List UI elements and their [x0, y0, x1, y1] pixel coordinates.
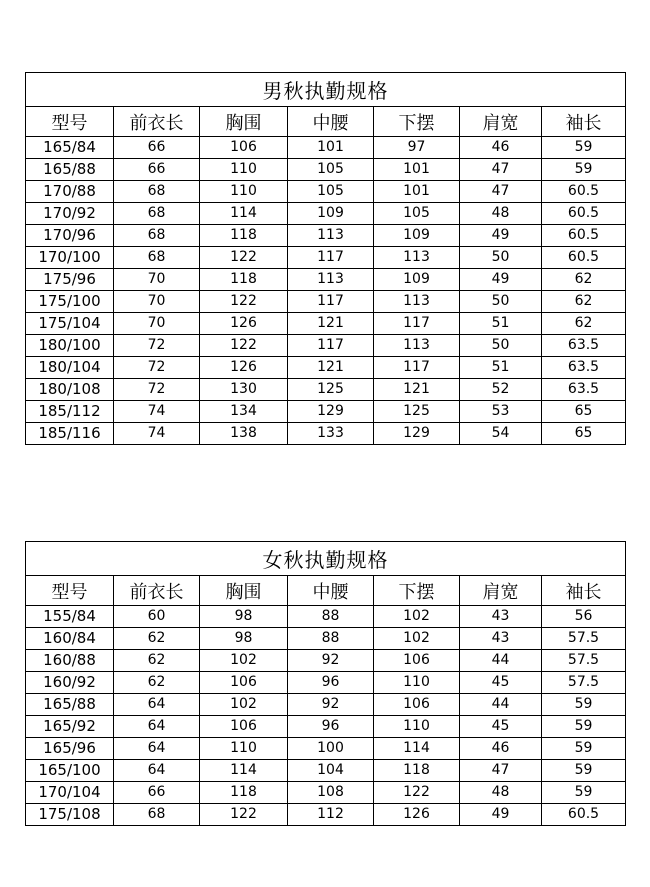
measurement-cell: 122 — [200, 247, 288, 269]
measurement-cell: 110 — [200, 181, 288, 203]
table-row — [26, 672, 626, 694]
measurement-cell: 117 — [374, 357, 460, 379]
table-row — [26, 335, 626, 357]
table-row — [26, 716, 626, 738]
measurement-cell: 43 — [460, 606, 542, 628]
table-row — [26, 606, 626, 628]
column-header: 型号 — [26, 107, 114, 137]
measurement-cell: 70 — [114, 269, 200, 291]
measurement-cell: 113 — [374, 247, 460, 269]
measurement-cell: 54 — [460, 423, 542, 445]
table-body — [26, 606, 626, 826]
table-row — [26, 379, 626, 401]
measurement-cell: 125 — [288, 379, 374, 401]
measurement-cell: 122 — [200, 804, 288, 826]
measurement-cell: 60.5 — [542, 225, 626, 247]
measurement-cell: 65 — [542, 401, 626, 423]
measurement-cell: 105 — [288, 181, 374, 203]
table-header-row — [26, 576, 626, 606]
measurement-cell: 117 — [288, 247, 374, 269]
measurement-cell: 104 — [288, 760, 374, 782]
measurement-cell: 51 — [460, 357, 542, 379]
measurement-cell: 47 — [460, 159, 542, 181]
table-row — [26, 804, 626, 826]
measurement-cell: 97 — [374, 137, 460, 159]
measurement-cell: 63.5 — [542, 379, 626, 401]
column-header: 肩宽 — [460, 576, 542, 606]
measurement-cell: 70 — [114, 291, 200, 313]
measurement-cell: 113 — [288, 269, 374, 291]
measurement-cell: 62 — [114, 628, 200, 650]
size-code-cell: 185/116 — [26, 423, 114, 445]
measurement-cell: 101 — [374, 181, 460, 203]
table-row — [26, 357, 626, 379]
measurement-cell: 72 — [114, 379, 200, 401]
measurement-cell: 52 — [460, 379, 542, 401]
measurement-cell: 106 — [374, 694, 460, 716]
measurement-cell: 105 — [374, 203, 460, 225]
measurement-cell: 46 — [460, 137, 542, 159]
size-code-cell: 175/108 — [26, 804, 114, 826]
size-code-cell: 165/84 — [26, 137, 114, 159]
size-code-cell: 155/84 — [26, 606, 114, 628]
table-title-row — [26, 542, 626, 576]
measurement-cell: 48 — [460, 782, 542, 804]
measurement-cell: 45 — [460, 672, 542, 694]
measurement-cell: 60 — [114, 606, 200, 628]
women-size-table — [25, 541, 626, 826]
measurement-cell: 63.5 — [542, 335, 626, 357]
table-row — [26, 694, 626, 716]
table-row — [26, 423, 626, 445]
size-code-cell: 170/96 — [26, 225, 114, 247]
measurement-cell: 57.5 — [542, 672, 626, 694]
measurement-cell: 113 — [374, 335, 460, 357]
measurement-cell: 92 — [288, 650, 374, 672]
measurement-cell: 126 — [200, 313, 288, 335]
measurement-cell: 62 — [114, 650, 200, 672]
measurement-cell: 50 — [460, 335, 542, 357]
measurement-cell: 113 — [288, 225, 374, 247]
measurement-cell: 68 — [114, 181, 200, 203]
measurement-cell: 129 — [374, 423, 460, 445]
measurement-cell: 60.5 — [542, 203, 626, 225]
measurement-cell: 117 — [288, 335, 374, 357]
measurement-cell: 53 — [460, 401, 542, 423]
size-code-cell: 160/88 — [26, 650, 114, 672]
table-row — [26, 247, 626, 269]
measurement-cell: 109 — [288, 203, 374, 225]
size-code-cell: 165/100 — [26, 760, 114, 782]
size-code-cell: 165/88 — [26, 694, 114, 716]
measurement-cell: 102 — [374, 628, 460, 650]
measurement-cell: 70 — [114, 313, 200, 335]
size-code-cell: 170/100 — [26, 247, 114, 269]
measurement-cell: 112 — [288, 804, 374, 826]
measurement-cell: 49 — [460, 269, 542, 291]
measurement-cell: 106 — [200, 716, 288, 738]
measurement-cell: 46 — [460, 738, 542, 760]
measurement-cell: 72 — [114, 335, 200, 357]
size-code-cell: 175/96 — [26, 269, 114, 291]
measurement-cell: 110 — [200, 738, 288, 760]
measurement-cell: 129 — [288, 401, 374, 423]
measurement-cell: 47 — [460, 760, 542, 782]
measurement-cell: 101 — [288, 137, 374, 159]
column-header: 胸围 — [200, 107, 288, 137]
measurement-cell: 117 — [288, 291, 374, 313]
measurement-cell: 43 — [460, 628, 542, 650]
measurement-cell: 74 — [114, 401, 200, 423]
measurement-cell: 118 — [200, 269, 288, 291]
measurement-cell: 66 — [114, 137, 200, 159]
measurement-cell: 60.5 — [542, 247, 626, 269]
measurement-cell: 101 — [374, 159, 460, 181]
size-code-cell: 175/104 — [26, 313, 114, 335]
measurement-cell: 102 — [200, 650, 288, 672]
measurement-cell: 59 — [542, 159, 626, 181]
measurement-cell: 114 — [200, 203, 288, 225]
measurement-cell: 62 — [114, 672, 200, 694]
measurement-cell: 106 — [200, 137, 288, 159]
measurement-cell: 64 — [114, 738, 200, 760]
measurement-cell: 102 — [374, 606, 460, 628]
size-code-cell: 160/92 — [26, 672, 114, 694]
column-header: 胸围 — [200, 576, 288, 606]
size-code-cell: 170/88 — [26, 181, 114, 203]
measurement-cell: 60.5 — [542, 181, 626, 203]
table-row — [26, 738, 626, 760]
table-row — [26, 291, 626, 313]
size-code-cell: 165/96 — [26, 738, 114, 760]
measurement-cell: 122 — [200, 335, 288, 357]
measurement-cell: 50 — [460, 247, 542, 269]
size-code-cell: 180/100 — [26, 335, 114, 357]
measurement-cell: 59 — [542, 760, 626, 782]
column-header: 下摆 — [374, 107, 460, 137]
table-title: 男秋执勤规格 — [26, 73, 626, 107]
measurement-cell: 88 — [288, 628, 374, 650]
table-row — [26, 137, 626, 159]
measurement-cell: 118 — [374, 760, 460, 782]
measurement-cell: 72 — [114, 357, 200, 379]
measurement-cell: 47 — [460, 181, 542, 203]
table-row — [26, 203, 626, 225]
column-header: 肩宽 — [460, 107, 542, 137]
measurement-cell: 92 — [288, 694, 374, 716]
measurement-cell: 130 — [200, 379, 288, 401]
measurement-cell: 62 — [542, 269, 626, 291]
column-header: 前衣长 — [114, 576, 200, 606]
measurement-cell: 66 — [114, 782, 200, 804]
table-row — [26, 650, 626, 672]
measurement-cell: 59 — [542, 782, 626, 804]
measurement-cell: 126 — [374, 804, 460, 826]
measurement-cell: 98 — [200, 628, 288, 650]
table-row — [26, 782, 626, 804]
table-row — [26, 401, 626, 423]
table-title: 女秋执勤规格 — [26, 542, 626, 576]
measurement-cell: 100 — [288, 738, 374, 760]
measurement-cell: 96 — [288, 672, 374, 694]
table-title-row — [26, 73, 626, 107]
measurement-cell: 118 — [200, 782, 288, 804]
measurement-cell: 98 — [200, 606, 288, 628]
measurement-cell: 109 — [374, 269, 460, 291]
measurement-cell: 63.5 — [542, 357, 626, 379]
measurement-cell: 134 — [200, 401, 288, 423]
table-row — [26, 159, 626, 181]
measurement-cell: 49 — [460, 225, 542, 247]
measurement-cell: 44 — [460, 650, 542, 672]
column-header: 前衣长 — [114, 107, 200, 137]
measurement-cell: 105 — [288, 159, 374, 181]
measurement-cell: 64 — [114, 716, 200, 738]
size-code-cell: 165/92 — [26, 716, 114, 738]
measurement-cell: 125 — [374, 401, 460, 423]
measurement-cell: 113 — [374, 291, 460, 313]
column-header: 中腰 — [288, 576, 374, 606]
measurement-cell: 59 — [542, 716, 626, 738]
measurement-cell: 62 — [542, 313, 626, 335]
measurement-cell: 59 — [542, 738, 626, 760]
size-code-cell: 185/112 — [26, 401, 114, 423]
measurement-cell: 59 — [542, 137, 626, 159]
measurement-cell: 62 — [542, 291, 626, 313]
measurement-cell: 121 — [374, 379, 460, 401]
column-header: 袖长 — [542, 576, 626, 606]
measurement-cell: 96 — [288, 716, 374, 738]
size-code-cell: 180/108 — [26, 379, 114, 401]
measurement-cell: 138 — [200, 423, 288, 445]
measurement-cell: 110 — [374, 716, 460, 738]
measurement-cell: 68 — [114, 203, 200, 225]
measurement-cell: 117 — [374, 313, 460, 335]
size-code-cell: 160/84 — [26, 628, 114, 650]
measurement-cell: 114 — [374, 738, 460, 760]
table-row — [26, 181, 626, 203]
table-row — [26, 313, 626, 335]
size-code-cell: 175/100 — [26, 291, 114, 313]
measurement-cell: 59 — [542, 694, 626, 716]
men-size-table — [25, 72, 626, 445]
measurement-cell: 66 — [114, 159, 200, 181]
measurement-cell: 106 — [200, 672, 288, 694]
size-code-cell: 170/92 — [26, 203, 114, 225]
table-header-row — [26, 107, 626, 137]
column-header: 下摆 — [374, 576, 460, 606]
measurement-cell: 108 — [288, 782, 374, 804]
measurement-cell: 60.5 — [542, 804, 626, 826]
measurement-cell: 121 — [288, 313, 374, 335]
measurement-cell: 44 — [460, 694, 542, 716]
measurement-cell: 110 — [374, 672, 460, 694]
measurement-cell: 49 — [460, 804, 542, 826]
size-code-cell: 180/104 — [26, 357, 114, 379]
size-code-cell: 170/104 — [26, 782, 114, 804]
table-row — [26, 225, 626, 247]
measurement-cell: 74 — [114, 423, 200, 445]
measurement-cell: 114 — [200, 760, 288, 782]
column-header: 型号 — [26, 576, 114, 606]
measurement-cell: 45 — [460, 716, 542, 738]
table-body — [26, 137, 626, 445]
measurement-cell: 56 — [542, 606, 626, 628]
column-header: 袖长 — [542, 107, 626, 137]
measurement-cell: 48 — [460, 203, 542, 225]
column-header: 中腰 — [288, 107, 374, 137]
measurement-cell: 68 — [114, 225, 200, 247]
measurement-cell: 57.5 — [542, 628, 626, 650]
measurement-cell: 102 — [200, 694, 288, 716]
measurement-cell: 121 — [288, 357, 374, 379]
measurement-cell: 110 — [200, 159, 288, 181]
measurement-cell: 109 — [374, 225, 460, 247]
measurement-cell: 106 — [374, 650, 460, 672]
measurement-cell: 122 — [200, 291, 288, 313]
measurement-cell: 65 — [542, 423, 626, 445]
size-code-cell: 165/88 — [26, 159, 114, 181]
measurement-cell: 68 — [114, 804, 200, 826]
measurement-cell: 118 — [200, 225, 288, 247]
measurement-cell: 64 — [114, 760, 200, 782]
table-row — [26, 760, 626, 782]
measurement-cell: 88 — [288, 606, 374, 628]
table-row — [26, 628, 626, 650]
measurement-cell: 64 — [114, 694, 200, 716]
table-row — [26, 269, 626, 291]
measurement-cell: 50 — [460, 291, 542, 313]
measurement-cell: 133 — [288, 423, 374, 445]
measurement-cell: 51 — [460, 313, 542, 335]
measurement-cell: 122 — [374, 782, 460, 804]
measurement-cell: 126 — [200, 357, 288, 379]
measurement-cell: 68 — [114, 247, 200, 269]
measurement-cell: 57.5 — [542, 650, 626, 672]
